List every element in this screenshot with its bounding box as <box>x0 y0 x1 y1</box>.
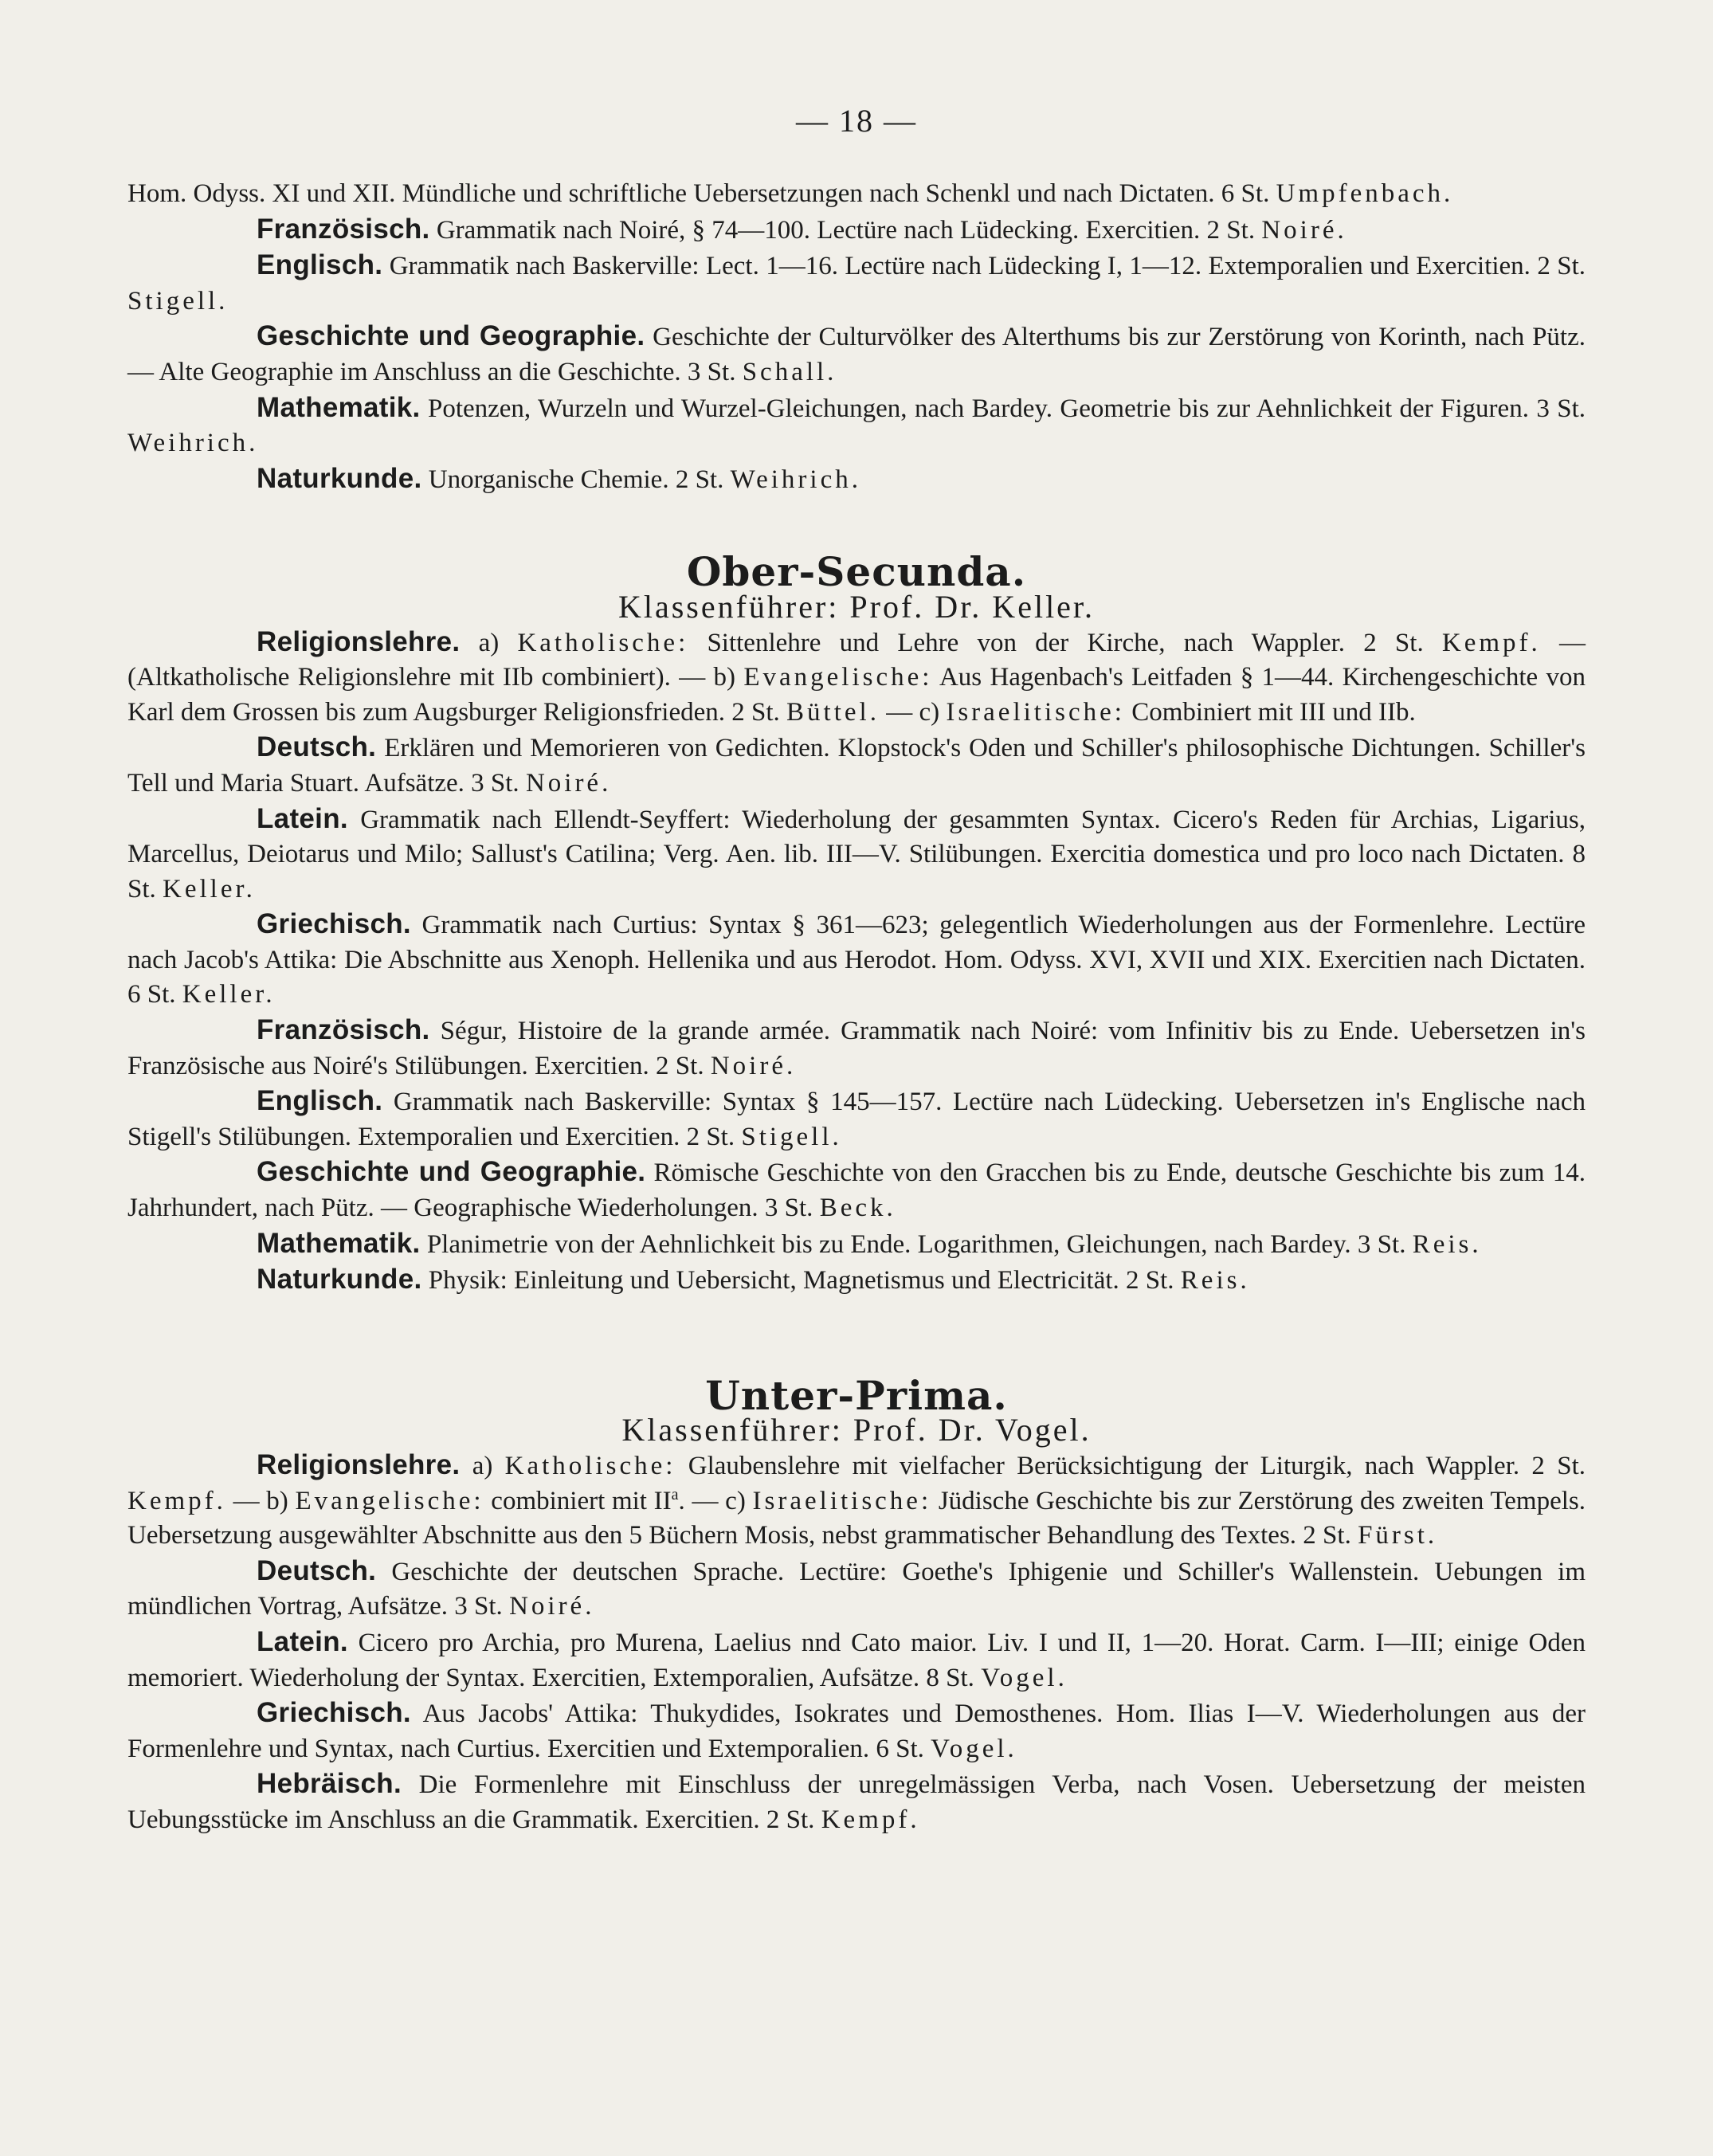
intro-entry-franzoesisch <box>127 212 1586 249</box>
subject-heading: Hebräisch. <box>257 1768 402 1800</box>
religion-kind-b: Evangelische: <box>743 663 933 692</box>
religion-label-c: — c) <box>886 697 940 727</box>
religion-text-c: Jüdische Geschichte bis zur Zerstörung des zweiten Tempels. Uebersetzung ausgewählter Abschnitte aus den 5 Büchern Mosis, nebst grammatischer Behandlung des Textes. 2 St. <box>127 1486 1586 1550</box>
teacher-name: Reis. <box>1180 1266 1250 1296</box>
subject-heading: Mathematik. <box>257 391 421 423</box>
entry-text: Unorganische Chemie. 2 St. <box>428 465 724 494</box>
class-leader-ober-secunda: Klassenführer: Prof. Dr. Keller. <box>617 588 1096 625</box>
subject-heading: Religionslehre. <box>257 1449 461 1480</box>
subject-heading: Deutsch. <box>257 731 377 763</box>
entry-text: Grammatik nach Baskerville: Syntax § 145—157. Lectüre nach Lüdecking. Uebersetzen in's Englische nach Stigell's Stilübungen. Extemporalien und Exercitien. 2 St. <box>127 1088 1586 1151</box>
intro-continuation <box>127 177 1586 212</box>
subject-heading: Geschichte und Geographie. <box>257 320 645 352</box>
teacher-name: Noiré. <box>1261 215 1347 245</box>
teacher-name: Stigell. <box>127 286 229 316</box>
os-entry-mathematik <box>127 1226 1586 1263</box>
entry-text: Ségur, Histoire de la grande armée. Grammatik nach Noiré: vom Infinitiv bis zu Ende. Uebersetzen in's Französische aus Noiré's Stilübungen. Exercitien. 2 St. <box>127 1017 1586 1080</box>
entry-text: Cicero pro Archia, pro Murena, Laelius nnd Cato maior. Liv. I und II, 1—20. Horat. Carm. I—III; einige Oden memoriert. Wiederholung der Syntax. Exercitien, Extemporalien, Aufsätze. 8 St. <box>127 1628 1586 1692</box>
entry-text: Planimetrie von der Aehnlichkeit bis zu Ende. Logarithmen, Gleichungen, nach Bardey. 3 St. <box>426 1229 1406 1259</box>
subject-heading: Deutsch. <box>257 1554 377 1586</box>
teacher-name: Keller. <box>163 874 256 904</box>
teacher-name: Vogel. <box>981 1663 1068 1692</box>
teacher-name: Weihrich. <box>127 429 259 458</box>
entry-text: Geschichte der Culturvölker des Alterthums bis zur Zerstörung von Korinth, nach Pütz. — Alte Geographie im Anschluss an die Geschichte. 3 St. <box>127 323 1586 386</box>
religion-kind-a: Katholische: <box>517 628 689 657</box>
section-title-ober-secunda: Ober-Secunda. <box>686 548 1027 596</box>
teacher-name: Vogel. <box>931 1734 1017 1763</box>
subject-heading: Französisch. <box>257 1014 430 1046</box>
subject-heading: Latein. <box>257 1625 348 1657</box>
religion-text-b: combiniert mit $II^a$. — c) <box>491 1485 746 1515</box>
os-entry-englisch <box>127 1084 1586 1154</box>
religion-kind-c: Israelitische: <box>946 697 1125 727</box>
subject-heading: Französisch. <box>257 213 430 245</box>
teacher-name: Reis. <box>1412 1229 1482 1259</box>
teacher-name: Kempf. <box>1441 628 1541 657</box>
os-entry-latein <box>127 802 1586 907</box>
teacher-name: Noiré. <box>710 1051 797 1080</box>
entry-text: Die Formenlehre mit Einschluss der unregelmässigen Verba, nach Vosen. Uebersetzung der meisten Uebungsstücke im Anschluss an die Grammatik. Exercitien. 2 St. <box>127 1770 1586 1834</box>
entry-text: Hom. Odyss. XI und XII. Mündliche und schriftliche Uebersetzungen nach Schenkl und nach Dictaten. 6 St. <box>127 179 1270 208</box>
up-entry-religion <box>127 1448 1586 1554</box>
up-entry-hebraeisch <box>127 1766 1586 1837</box>
up-entry-deutsch <box>127 1554 1586 1625</box>
entry-text: Geschichte der deutschen Sprache. Lectüre: Goethe's Iphigenie und Schiller's Wallenstein. Uebungen im mündlichen Vortrag, Aufsätze. 3 St. <box>127 1557 1586 1621</box>
page-number: — 18 — <box>796 103 917 139</box>
intro-entry-naturkunde <box>127 461 1586 498</box>
subject-heading: Naturkunde. <box>257 462 422 494</box>
religion-label-a: a) <box>478 628 500 657</box>
intro-entry-mathematik <box>127 390 1586 461</box>
teacher-name: Weihrich. <box>730 465 861 494</box>
subject-heading: Griechisch. <box>257 1697 411 1729</box>
intro-entry-englisch <box>127 248 1586 319</box>
os-entry-geschichte <box>127 1154 1586 1225</box>
os-entry-naturkunde <box>127 1262 1586 1299</box>
teacher-name: Umpfenbach. <box>1276 179 1454 208</box>
subject-heading: Mathematik. <box>257 1227 421 1259</box>
entry-text: Aus Jacobs' Attika: Thukydides, Isokrates und Demosthenes. Hom. Ilias I—V. Wiederholungen aus der Formenlehre und Syntax, nach Curtius. Exercitien und Extemporalien. 6 St. <box>127 1699 1586 1763</box>
teacher-name: Schall. <box>742 357 837 386</box>
religion-kind-a: Katholische: <box>504 1452 676 1480</box>
religion-label-a: a) <box>472 1452 493 1480</box>
os-entry-deutsch <box>127 730 1586 801</box>
subject-heading: Latein. <box>257 802 348 834</box>
os-entry-religion <box>127 625 1586 731</box>
entry-text: Grammatik nach Ellendt-Seyffert: Wiederholung der gesammten Syntax. Cicero's Reden für Archias, Ligarius, Marcellus, Deiotarus und Milo; Sallust's Catilina; Verg. Aen. lib. III—V. Stilübungen. Exercitia domestica und pro loco nach Dictaten. 8 St. <box>127 805 1586 904</box>
teacher-name: Kempf. <box>821 1805 920 1834</box>
teacher-name: Stigell. <box>741 1122 842 1151</box>
religion-text-a: Sittenlehre und Lehre von der Kirche, nach Wappler. 2 St. <box>707 628 1424 657</box>
religion-kind-b: Evangelische: <box>295 1486 484 1515</box>
subject-heading: Englisch. <box>257 1085 383 1117</box>
entry-text: Grammatik nach Baskerville: Lect. 1—16. Lectüre nach Lüdecking I, 1—12. Extemporalien und Exercitien. 2 St. <box>389 252 1586 281</box>
intro-entry-geschichte <box>127 319 1586 390</box>
teacher-name: Fürst. <box>1358 1521 1438 1550</box>
entry-text: Erklären und Memorieren von Gedichten. Klopstock's Oden und Schiller's philosophische Dichtungen. Schiller's Tell und Maria Stuart. Aufsätze. 3 St. <box>127 734 1586 798</box>
teacher-name: Kempf. <box>127 1486 226 1515</box>
up-entry-latein <box>127 1625 1586 1695</box>
subject-heading: Englisch. <box>257 249 383 281</box>
entry-text: Römische Geschichte von den Gracchen bis zu Ende, deutsche Geschichte bis zum 14. Jahrhundert, nach Pütz. — Geographische Wiederholungen. 3 St. <box>127 1158 1586 1223</box>
subject-heading: Naturkunde. <box>257 1264 422 1296</box>
subject-heading: Griechisch. <box>257 908 411 940</box>
entry-text: Physik: Einleitung und Uebersicht, Magnetismus und Electricität. 2 St. <box>428 1266 1174 1296</box>
religion-label-b: — b) <box>233 1486 288 1515</box>
class-leader-unter-prima: Klassenführer: Prof. Dr. Vogel. <box>621 1412 1092 1448</box>
class-superscript: a <box>671 1485 679 1503</box>
religion-text-a: Glaubenslehre mit vielfacher Berücksichtigung der Liturgik, nach Wappler. 2 St. <box>688 1452 1586 1480</box>
entry-text: Grammatik nach Noiré, § 74—100. Lectüre nach Lüdecking. Exercitien. 2 St. <box>436 215 1256 245</box>
entry-text: Grammatik nach Curtius: Syntax § 361—623; gelegentlich Wiederholungen aus der Formenlehre. Lectüre nach Jacob's Attika: Die Abschnitte aus Xenoph. Hellenika und aus Herodot. Hom. Odyss. XVI, XVII und XIX. Exercitien nach Dictaten. 6 St. <box>127 911 1586 1009</box>
teacher-name: Noiré. <box>509 1592 595 1621</box>
teacher-name: Büttel. <box>786 697 880 727</box>
entry-text: Potenzen, Wurzeln und Wurzel-Gleichungen, nach Bardey. Geometrie bis zur Aehnlichkeit der Figuren. 3 St. <box>427 394 1586 423</box>
teacher-name: Noiré. <box>525 768 612 798</box>
teacher-name: Beck. <box>819 1194 896 1223</box>
os-entry-griechisch <box>127 907 1586 1013</box>
religion-text-b: Aus Hagenbach's Leitfaden § 1—44. Kirchengeschichte von Karl dem Grossen bis zum Augsburger Religionsfrieden. 2 St. <box>127 663 1586 727</box>
religion-text-c: Combiniert mit III und IIb. <box>1131 697 1416 727</box>
teacher-name: Keller. <box>182 980 276 1009</box>
page-body <box>127 177 1586 1838</box>
os-entry-franzoesisch <box>127 1013 1586 1084</box>
religion-note: — (Altkatholische Religionslehre mit IIb combiniert). — b) <box>127 628 1586 692</box>
religion-kind-c: Israelitische: <box>752 1486 932 1515</box>
section-title-unter-prima: Unter-Prima. <box>705 1371 1008 1419</box>
subject-heading: Geschichte und Geographie. <box>257 1156 646 1188</box>
up-entry-griechisch <box>127 1695 1586 1766</box>
subject-heading: Religionslehre. <box>257 625 461 657</box>
